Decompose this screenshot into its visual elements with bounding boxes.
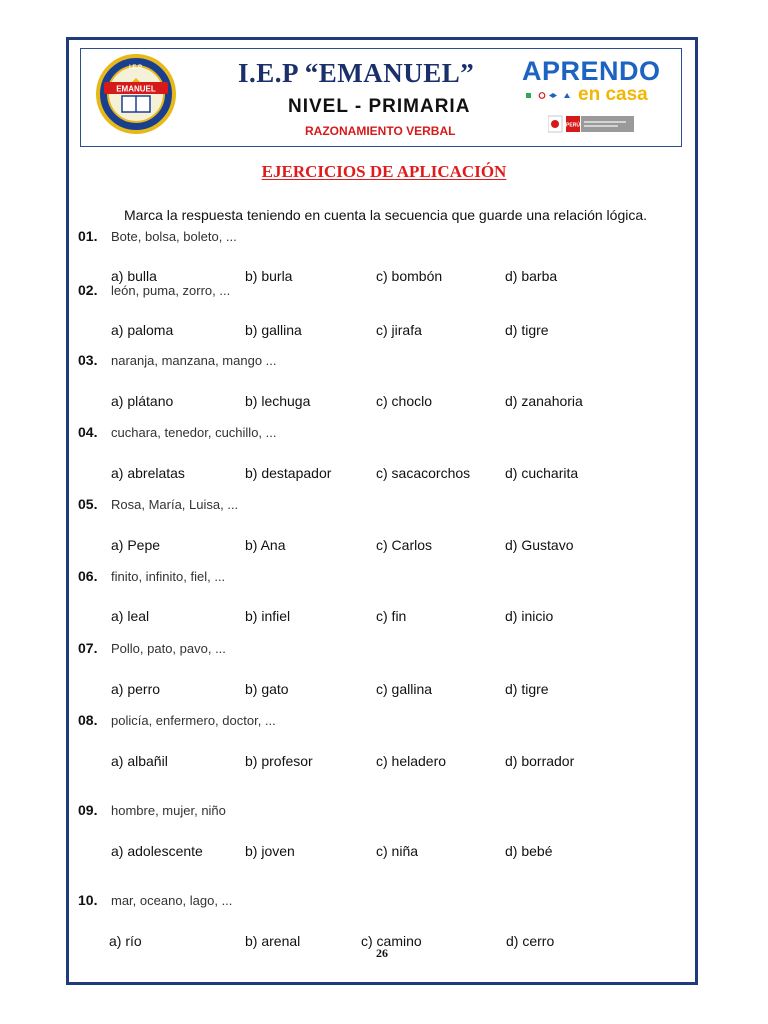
answer-option-b: b) infiel [245, 608, 291, 624]
answer-option-d: d) tigre [505, 681, 549, 697]
answer-option-c: c) camino [361, 933, 422, 949]
answer-option-b: b) joven [245, 843, 295, 859]
answer-option-d: d) barba [505, 268, 558, 284]
answer-option-a: a) albañil [111, 753, 168, 769]
question-number: 04. [78, 424, 98, 440]
shapes-icon [526, 91, 576, 101]
answer-option-a: a) perro [111, 681, 161, 697]
answer-option-c: c) jirafa [376, 322, 422, 338]
answer-option-a: a) Pepe [111, 537, 161, 553]
page-number: 26 [376, 946, 388, 960]
answer-option-d: d) tigre [505, 322, 549, 338]
question-number: 08. [78, 712, 98, 728]
question-number: 02. [78, 282, 98, 298]
answer-option-a: a) leal [111, 608, 150, 624]
question-text: Rosa, María, Luisa, ... [111, 497, 239, 512]
question-text: león, puma, zorro, ... [111, 283, 231, 298]
question-number: 03. [78, 352, 98, 368]
answer-option-c: c) gallina [376, 681, 433, 697]
answer-option-c: c) heladero [376, 753, 447, 769]
answer-option-b: b) arenal [245, 933, 301, 949]
answer-option-a: a) abrelatas [111, 465, 185, 481]
ministry-logo-icon [548, 114, 634, 134]
answer-option-c: c) fin [376, 608, 407, 624]
question-text: cuchara, tenedor, cuchillo, ... [111, 425, 277, 440]
section-title: EJERCICIOS DE APLICACIÓN [261, 162, 507, 181]
answer-option-d: d) inicio [505, 608, 554, 624]
answer-option-d: d) cucharita [505, 465, 579, 481]
question-number: 09. [78, 802, 98, 818]
answer-option-b: b) destapador [245, 465, 332, 481]
answer-option-c: c) sacacorchos [376, 465, 471, 481]
question-number: 10. [78, 892, 98, 908]
answer-option-d: d) cerro [506, 933, 555, 949]
answer-option-b: b) profesor [245, 753, 313, 769]
answer-option-b: b) lechuga [245, 393, 311, 409]
answer-option-b: b) gato [245, 681, 289, 697]
ministry-country-text: PERÚ [566, 122, 580, 129]
answer-option-a: a) bulla [111, 268, 157, 284]
instructions: Marca la respuesta teniendo en cuenta la secuencia que guarde una relación lógica. [124, 207, 648, 223]
question-text: Pollo, pato, pavo, ... [111, 641, 226, 656]
school-logo-icon [96, 52, 176, 136]
aprendo-title: APRENDO [522, 56, 661, 86]
aprendo-subtitle: en casa [578, 84, 648, 105]
answer-option-c: c) choclo [376, 393, 433, 409]
answer-option-d: d) Gustavo [505, 537, 574, 553]
answer-option-c: c) Carlos [376, 537, 433, 553]
answer-option-d: d) borrador [505, 753, 575, 769]
aprendo-en-casa-logo [522, 56, 672, 106]
question-number: 05. [78, 496, 98, 512]
answer-option-a: a) plátano [111, 393, 174, 409]
question-number: 07. [78, 640, 98, 656]
answer-option-b: b) burla [245, 268, 293, 284]
question-text: naranja, manzana, mango ... [111, 353, 277, 368]
school-name: I.E.P “EMANUEL” [238, 58, 475, 88]
question-text: mar, oceano, lago, ... [111, 893, 233, 908]
logo-text: EMANUEL [116, 84, 156, 94]
answer-option-b: b) Ana [245, 537, 286, 553]
question-text: hombre, mujer, niño [111, 803, 226, 818]
answer-option-a: a) paloma [111, 322, 174, 338]
answer-option-c: c) niña [376, 843, 419, 859]
answer-option-c: c) bombón [376, 268, 443, 284]
question-text: policía, enfermero, doctor, ... [111, 713, 276, 728]
logo-small-text: I.E.P. [129, 65, 143, 71]
question-number: 01. [78, 228, 98, 244]
answer-option-b: b) gallina [245, 322, 302, 338]
level-label: NIVEL - PRIMARIA [288, 96, 471, 117]
question-text: Bote, bolsa, boleto, ... [111, 229, 237, 244]
subject-label: RAZONAMIENTO VERBAL [305, 124, 456, 138]
answer-option-d: d) zanahoria [505, 393, 583, 409]
answer-option-a: a) río [109, 933, 142, 949]
question-text: finito, infinito, fiel, ... [111, 569, 226, 584]
answer-option-a: a) adolescente [111, 843, 203, 859]
question-number: 06. [78, 568, 98, 584]
answer-option-d: d) bebé [505, 843, 553, 859]
